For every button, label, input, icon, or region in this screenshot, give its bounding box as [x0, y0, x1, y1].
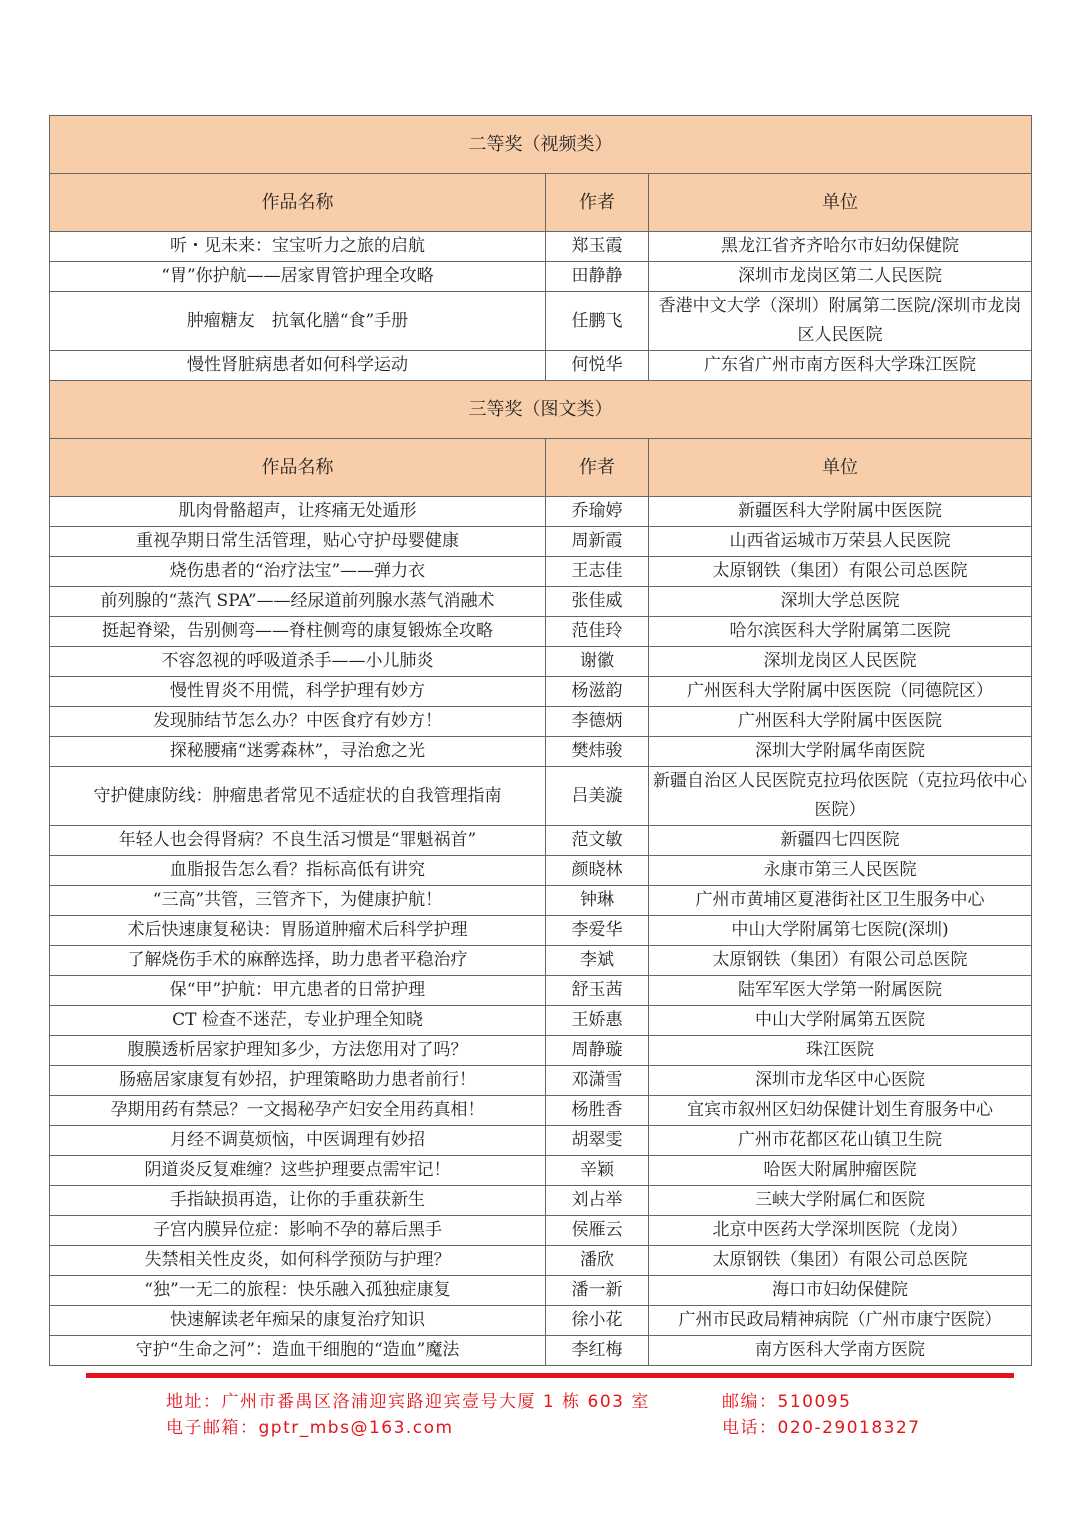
table-row: [50, 916, 1032, 946]
header-organization: 单位: [649, 439, 1032, 497]
table-row: [50, 976, 1032, 1006]
footer-postcode: 邮编：510095: [722, 1392, 852, 1412]
organization-cell: 广州市民政局精神病院（广州市康宁医院）: [649, 1306, 1032, 1336]
author-cell: 王娇惠: [546, 1006, 649, 1036]
table-row: [50, 1216, 1032, 1246]
organization-cell: 南方医科大学南方医院: [649, 1336, 1032, 1366]
author-cell: 潘欣: [546, 1246, 649, 1276]
organization-cell: 广州市花都区花山镇卫生院: [649, 1126, 1032, 1156]
author-cell: 徐小花: [546, 1306, 649, 1336]
organization-cell: 山西省运城市万荣县人民医院: [649, 527, 1032, 557]
work-title-cell: 保“甲”护航：甲亢患者的日常护理: [50, 976, 546, 1006]
table-row: [50, 1306, 1032, 1336]
work-title-cell: 肿瘤糖友 抗氧化膳“食”手册: [50, 292, 546, 351]
work-title-cell: 前列腺的“蒸汽 SPA”——经尿道前列腺水蒸气消融术: [50, 587, 546, 617]
work-title-cell: “三高”共管，三管齐下，为健康护航！: [50, 886, 546, 916]
organization-cell: 新疆四七四医院: [649, 826, 1032, 856]
table-row: [50, 856, 1032, 886]
table-row: [50, 232, 1032, 262]
author-cell: 张佳威: [546, 587, 649, 617]
work-title-cell: 不容忽视的呼吸道杀手——小儿肺炎: [50, 647, 546, 677]
organization-cell: 太原钢铁（集团）有限公司总医院: [649, 946, 1032, 976]
author-cell: 田静静: [546, 262, 649, 292]
work-title-cell: 肠癌居家康复有妙招，护理策略助力患者前行！: [50, 1066, 546, 1096]
author-cell: 郑玉霞: [546, 232, 649, 262]
table-row: [50, 617, 1032, 647]
organization-cell: 宜宾市叙州区妇幼保健计划生育服务中心: [649, 1096, 1032, 1126]
table-row: [50, 737, 1032, 767]
table-row: [50, 1156, 1032, 1186]
work-title-cell: CT 检查不迷茫，专业护理全知晓: [50, 1006, 546, 1036]
table-row: [50, 557, 1032, 587]
author-cell: 吕美漩: [546, 767, 649, 826]
author-cell: 李德炳: [546, 707, 649, 737]
organization-cell: 广东省广州市南方医科大学珠江医院: [649, 351, 1032, 381]
table-row: [50, 587, 1032, 617]
work-title-cell: 慢性胃炎不用慌，科学护理有妙方: [50, 677, 546, 707]
table-row: [50, 1246, 1032, 1276]
author-cell: 何悦华: [546, 351, 649, 381]
section-title: 三等奖（图文类）: [50, 381, 1032, 439]
author-cell: 钟琳: [546, 886, 649, 916]
work-title-cell: 手指缺损再造，让你的手重获新生: [50, 1186, 546, 1216]
author-cell: 胡翠雯: [546, 1126, 649, 1156]
table-row: [50, 292, 1032, 351]
organization-cell: 广州医科大学附属中医医院: [649, 707, 1032, 737]
work-title-cell: 血脂报告怎么看？指标高低有讲究: [50, 856, 546, 886]
work-title-cell: 腹膜透析居家护理知多少，方法您用对了吗？: [50, 1036, 546, 1066]
organization-cell: 深圳龙岗区人民医院: [649, 647, 1032, 677]
organization-cell: 太原钢铁（集团）有限公司总医院: [649, 557, 1032, 587]
table-row: [50, 647, 1032, 677]
organization-cell: 广州市黄埔区夏港街社区卫生服务中心: [649, 886, 1032, 916]
table-row: [50, 886, 1032, 916]
work-title-cell: 烧伤患者的“治疗法宝”——弹力衣: [50, 557, 546, 587]
author-cell: 潘一新: [546, 1276, 649, 1306]
organization-cell: 北京中医药大学深圳医院（龙岗）: [649, 1216, 1032, 1246]
column-header-row: [50, 174, 1032, 232]
organization-cell: 新疆医科大学附属中医医院: [649, 497, 1032, 527]
table-row: [50, 1186, 1032, 1216]
author-cell: 周新霞: [546, 527, 649, 557]
work-title-cell: “胃”你护航——居家胃管护理全攻略: [50, 262, 546, 292]
table-row: [50, 1066, 1032, 1096]
awards-table-body: [50, 116, 1032, 1366]
footer-address: 地址：广州市番禺区洛浦迎宾路迎宾壹号大厦 1 栋 603 室: [166, 1392, 650, 1412]
work-title-cell: 听・见未来：宝宝听力之旅的启航: [50, 232, 546, 262]
author-cell: 周静璇: [546, 1036, 649, 1066]
organization-cell: 太原钢铁（集团）有限公司总医院: [649, 1246, 1032, 1276]
section-title-row: [50, 116, 1032, 174]
author-cell: 舒玉茜: [546, 976, 649, 1006]
work-title-cell: 慢性肾脏病患者如何科学运动: [50, 351, 546, 381]
table-row: [50, 497, 1032, 527]
work-title-cell: 发现肺结节怎么办？中医食疗有妙方！: [50, 707, 546, 737]
work-title-cell: 年轻人也会得肾病？不良生活习惯是“罪魁祸首”: [50, 826, 546, 856]
work-title-cell: 重视孕期日常生活管理，贴心守护母婴健康: [50, 527, 546, 557]
awards-table: [49, 115, 1032, 1366]
work-title-cell: 探秘腰痛“迷雾森林”，寻治愈之光: [50, 737, 546, 767]
table-row: [50, 1276, 1032, 1306]
author-cell: 李红梅: [546, 1336, 649, 1366]
organization-cell: 哈医大附属肿瘤医院: [649, 1156, 1032, 1186]
header-work-title: 作品名称: [50, 439, 546, 497]
section-title: 二等奖（视频类）: [50, 116, 1032, 174]
table-row: [50, 677, 1032, 707]
work-title-cell: 术后快速康复秘诀：胃肠道肿瘤术后科学护理: [50, 916, 546, 946]
author-cell: 刘占举: [546, 1186, 649, 1216]
footer-phone: 电话：020-29018327: [722, 1418, 921, 1438]
organization-cell: 深圳大学附属华南医院: [649, 737, 1032, 767]
author-cell: 李爱华: [546, 916, 649, 946]
organization-cell: 海口市妇幼保健院: [649, 1276, 1032, 1306]
author-cell: 李斌: [546, 946, 649, 976]
organization-cell: 深圳市龙华区中心医院: [649, 1066, 1032, 1096]
author-cell: 樊炜骏: [546, 737, 649, 767]
footer-divider: [86, 1373, 1014, 1378]
author-cell: 王志佳: [546, 557, 649, 587]
organization-cell: 深圳大学总医院: [649, 587, 1032, 617]
work-title-cell: 了解烧伤手术的麻醉选择，助力患者平稳治疗: [50, 946, 546, 976]
table-row: [50, 707, 1032, 737]
work-title-cell: 守护“生命之河”：造血干细胞的“造血”魔法: [50, 1336, 546, 1366]
table-row: [50, 351, 1032, 381]
work-title-cell: 子宫内膜异位症：影响不孕的幕后黑手: [50, 1216, 546, 1246]
table-row: [50, 262, 1032, 292]
organization-cell: 中山大学附属第五医院: [649, 1006, 1032, 1036]
work-title-cell: 挺起脊梁，告别侧弯——脊柱侧弯的康复锻炼全攻略: [50, 617, 546, 647]
work-title-cell: “独”一无二的旅程：快乐融入孤独症康复: [50, 1276, 546, 1306]
organization-cell: 陆军军医大学第一附属医院: [649, 976, 1032, 1006]
table-row: [50, 767, 1032, 826]
work-title-cell: 阴道炎反复难缠？这些护理要点需牢记！: [50, 1156, 546, 1186]
work-title-cell: 月经不调莫烦恼，中医调理有妙招: [50, 1126, 546, 1156]
organization-cell: 黑龙江省齐齐哈尔市妇幼保健院: [649, 232, 1032, 262]
header-author: 作者: [546, 174, 649, 232]
table-row: [50, 1096, 1032, 1126]
table-row: [50, 1036, 1032, 1066]
table-row: [50, 1126, 1032, 1156]
work-title-cell: 孕期用药有禁忌？一文揭秘孕产妇安全用药真相！: [50, 1096, 546, 1126]
organization-cell: 珠江医院: [649, 1036, 1032, 1066]
footer-email: 电子邮箱：gptr_mbs@163.com: [166, 1418, 454, 1438]
table-row: [50, 946, 1032, 976]
author-cell: 任鹏飞: [546, 292, 649, 351]
header-author: 作者: [546, 439, 649, 497]
table-row: [50, 826, 1032, 856]
work-title-cell: 失禁相关性皮炎，如何科学预防与护理？: [50, 1246, 546, 1276]
organization-cell: 三峡大学附属仁和医院: [649, 1186, 1032, 1216]
author-cell: 范文敏: [546, 826, 649, 856]
author-cell: 杨滋韵: [546, 677, 649, 707]
table-row: [50, 527, 1032, 557]
column-header-row: [50, 439, 1032, 497]
header-organization: 单位: [649, 174, 1032, 232]
author-cell: 杨胜香: [546, 1096, 649, 1126]
work-title-cell: 守护健康防线：肿瘤患者常见不适症状的自我管理指南: [50, 767, 546, 826]
author-cell: 范佳玲: [546, 617, 649, 647]
author-cell: 邓潇雪: [546, 1066, 649, 1096]
table-row: [50, 1336, 1032, 1366]
work-title-cell: 快速解读老年痴呆的康复治疗知识: [50, 1306, 546, 1336]
author-cell: 乔瑜婷: [546, 497, 649, 527]
organization-cell: 新疆自治区人民医院克拉玛依医院（克拉玛依中心医院）: [649, 767, 1032, 826]
organization-cell: 广州医科大学附属中医医院（同德院区）: [649, 677, 1032, 707]
organization-cell: 永康市第三人民医院: [649, 856, 1032, 886]
organization-cell: 哈尔滨医科大学附属第二医院: [649, 617, 1032, 647]
organization-cell: 香港中文大学（深圳）附属第二医院/深圳市龙岗区人民医院: [649, 292, 1032, 351]
organization-cell: 中山大学附属第七医院(深圳): [649, 916, 1032, 946]
organization-cell: 深圳市龙岗区第二人民医院: [649, 262, 1032, 292]
author-cell: 侯雁云: [546, 1216, 649, 1246]
section-title-row: [50, 381, 1032, 439]
header-work-title: 作品名称: [50, 174, 546, 232]
author-cell: 辛颖: [546, 1156, 649, 1186]
author-cell: 谢徽: [546, 647, 649, 677]
table-row: [50, 1006, 1032, 1036]
work-title-cell: 肌肉骨骼超声，让疼痛无处遁形: [50, 497, 546, 527]
author-cell: 颜晓林: [546, 856, 649, 886]
